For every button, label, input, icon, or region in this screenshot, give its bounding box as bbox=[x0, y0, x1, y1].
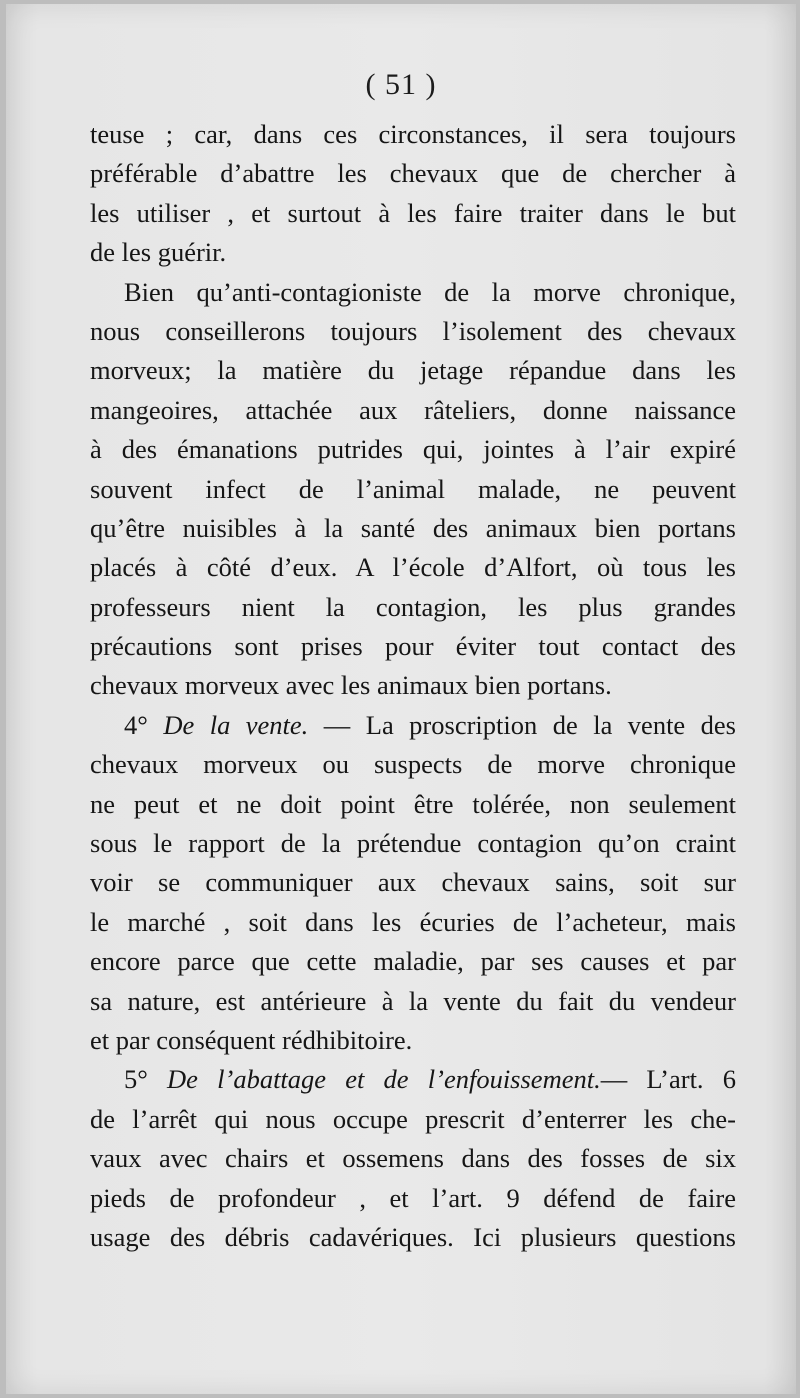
text-line: qu’être nuisibles à la santé des animaux bien portans bbox=[90, 512, 736, 543]
text-line: vaux avec chairs et ossemens dans des fosses de six bbox=[90, 1143, 736, 1174]
text-line: teuse ; car, dans ces circonstances, il sera toujours bbox=[90, 119, 736, 149]
book-page bbox=[6, 4, 796, 1394]
paragraph-end-line: chevaux morveux avec les animaux bien portans. bbox=[90, 670, 612, 701]
text-line: de l’arrêt qui nous occupe prescrit d’enterrer les che- bbox=[90, 1103, 736, 1134]
text-line: le marché , soit dans les écuries de l’acheteur, mais bbox=[90, 906, 736, 937]
text-line: sa nature, est antérieure à la vente du fait du vendeur bbox=[90, 985, 736, 1016]
text-line: souvent infect de l’animal malade, ne peuvent bbox=[90, 473, 736, 504]
section-number: 5° bbox=[124, 1064, 168, 1095]
body-text bbox=[90, 115, 736, 1257]
paragraph-start-line: Bien qu’anti-contagioniste de la morve chronique, bbox=[124, 276, 736, 307]
text-line: précautions sont prises pour éviter tout contact des bbox=[90, 631, 736, 662]
section-title: De l’abattage et de l’enfouissement. bbox=[167, 1064, 601, 1095]
text-line: pieds de profondeur , et l’art. 9 défend de faire bbox=[90, 1182, 736, 1213]
text-line: placés à côté d’eux. A l’école d’Alfort, où tous les bbox=[90, 552, 736, 583]
paragraph-end-line: et par conséquent rédhibitoire. bbox=[90, 1024, 413, 1055]
text-line: morveux; la matière du jetage répandue dans les bbox=[90, 355, 736, 386]
section-title: De la vente. bbox=[163, 709, 309, 740]
text-line: usage des débris cadavériques. Ici plusieurs questions bbox=[90, 1221, 736, 1252]
text-line: chevaux morveux ou suspects de morve chronique bbox=[90, 749, 736, 780]
paragraph-end-line: de les guérir. bbox=[90, 237, 227, 268]
text-line: préférable d’abattre les chevaux que de chercher à bbox=[90, 158, 736, 189]
section-text: — L’art. 6 bbox=[600, 1064, 736, 1095]
section-number: 4° bbox=[124, 709, 164, 740]
text-line: voir se communiquer aux chevaux sains, soit sur bbox=[90, 867, 736, 898]
text-line: ne peut et ne doit point être tolérée, non seulement bbox=[90, 788, 736, 819]
text-line: sous le rapport de la prétendue contagion qu’on craint bbox=[90, 828, 736, 859]
page-number: ( 51 ) bbox=[365, 68, 437, 101]
section-heading-line-abattage bbox=[90, 1060, 736, 1099]
section-heading-line-vente bbox=[90, 706, 736, 745]
text-line: mangeoires, attachée aux râteliers, donne naissance bbox=[90, 394, 736, 425]
text-line: nous conseillerons toujours l’isolement des chevaux bbox=[90, 315, 736, 346]
text-line: encore parce que cette maladie, par ses causes et par bbox=[90, 946, 736, 977]
text-line: à des émanations putrides qui, jointes à l’air expiré bbox=[90, 434, 736, 465]
section-text: — La proscription de la vente des bbox=[308, 709, 736, 740]
text-line: les utiliser , et surtout à les faire traiter dans le but bbox=[90, 197, 736, 228]
text-line: professeurs nient la contagion, les plus grandes bbox=[90, 591, 736, 622]
